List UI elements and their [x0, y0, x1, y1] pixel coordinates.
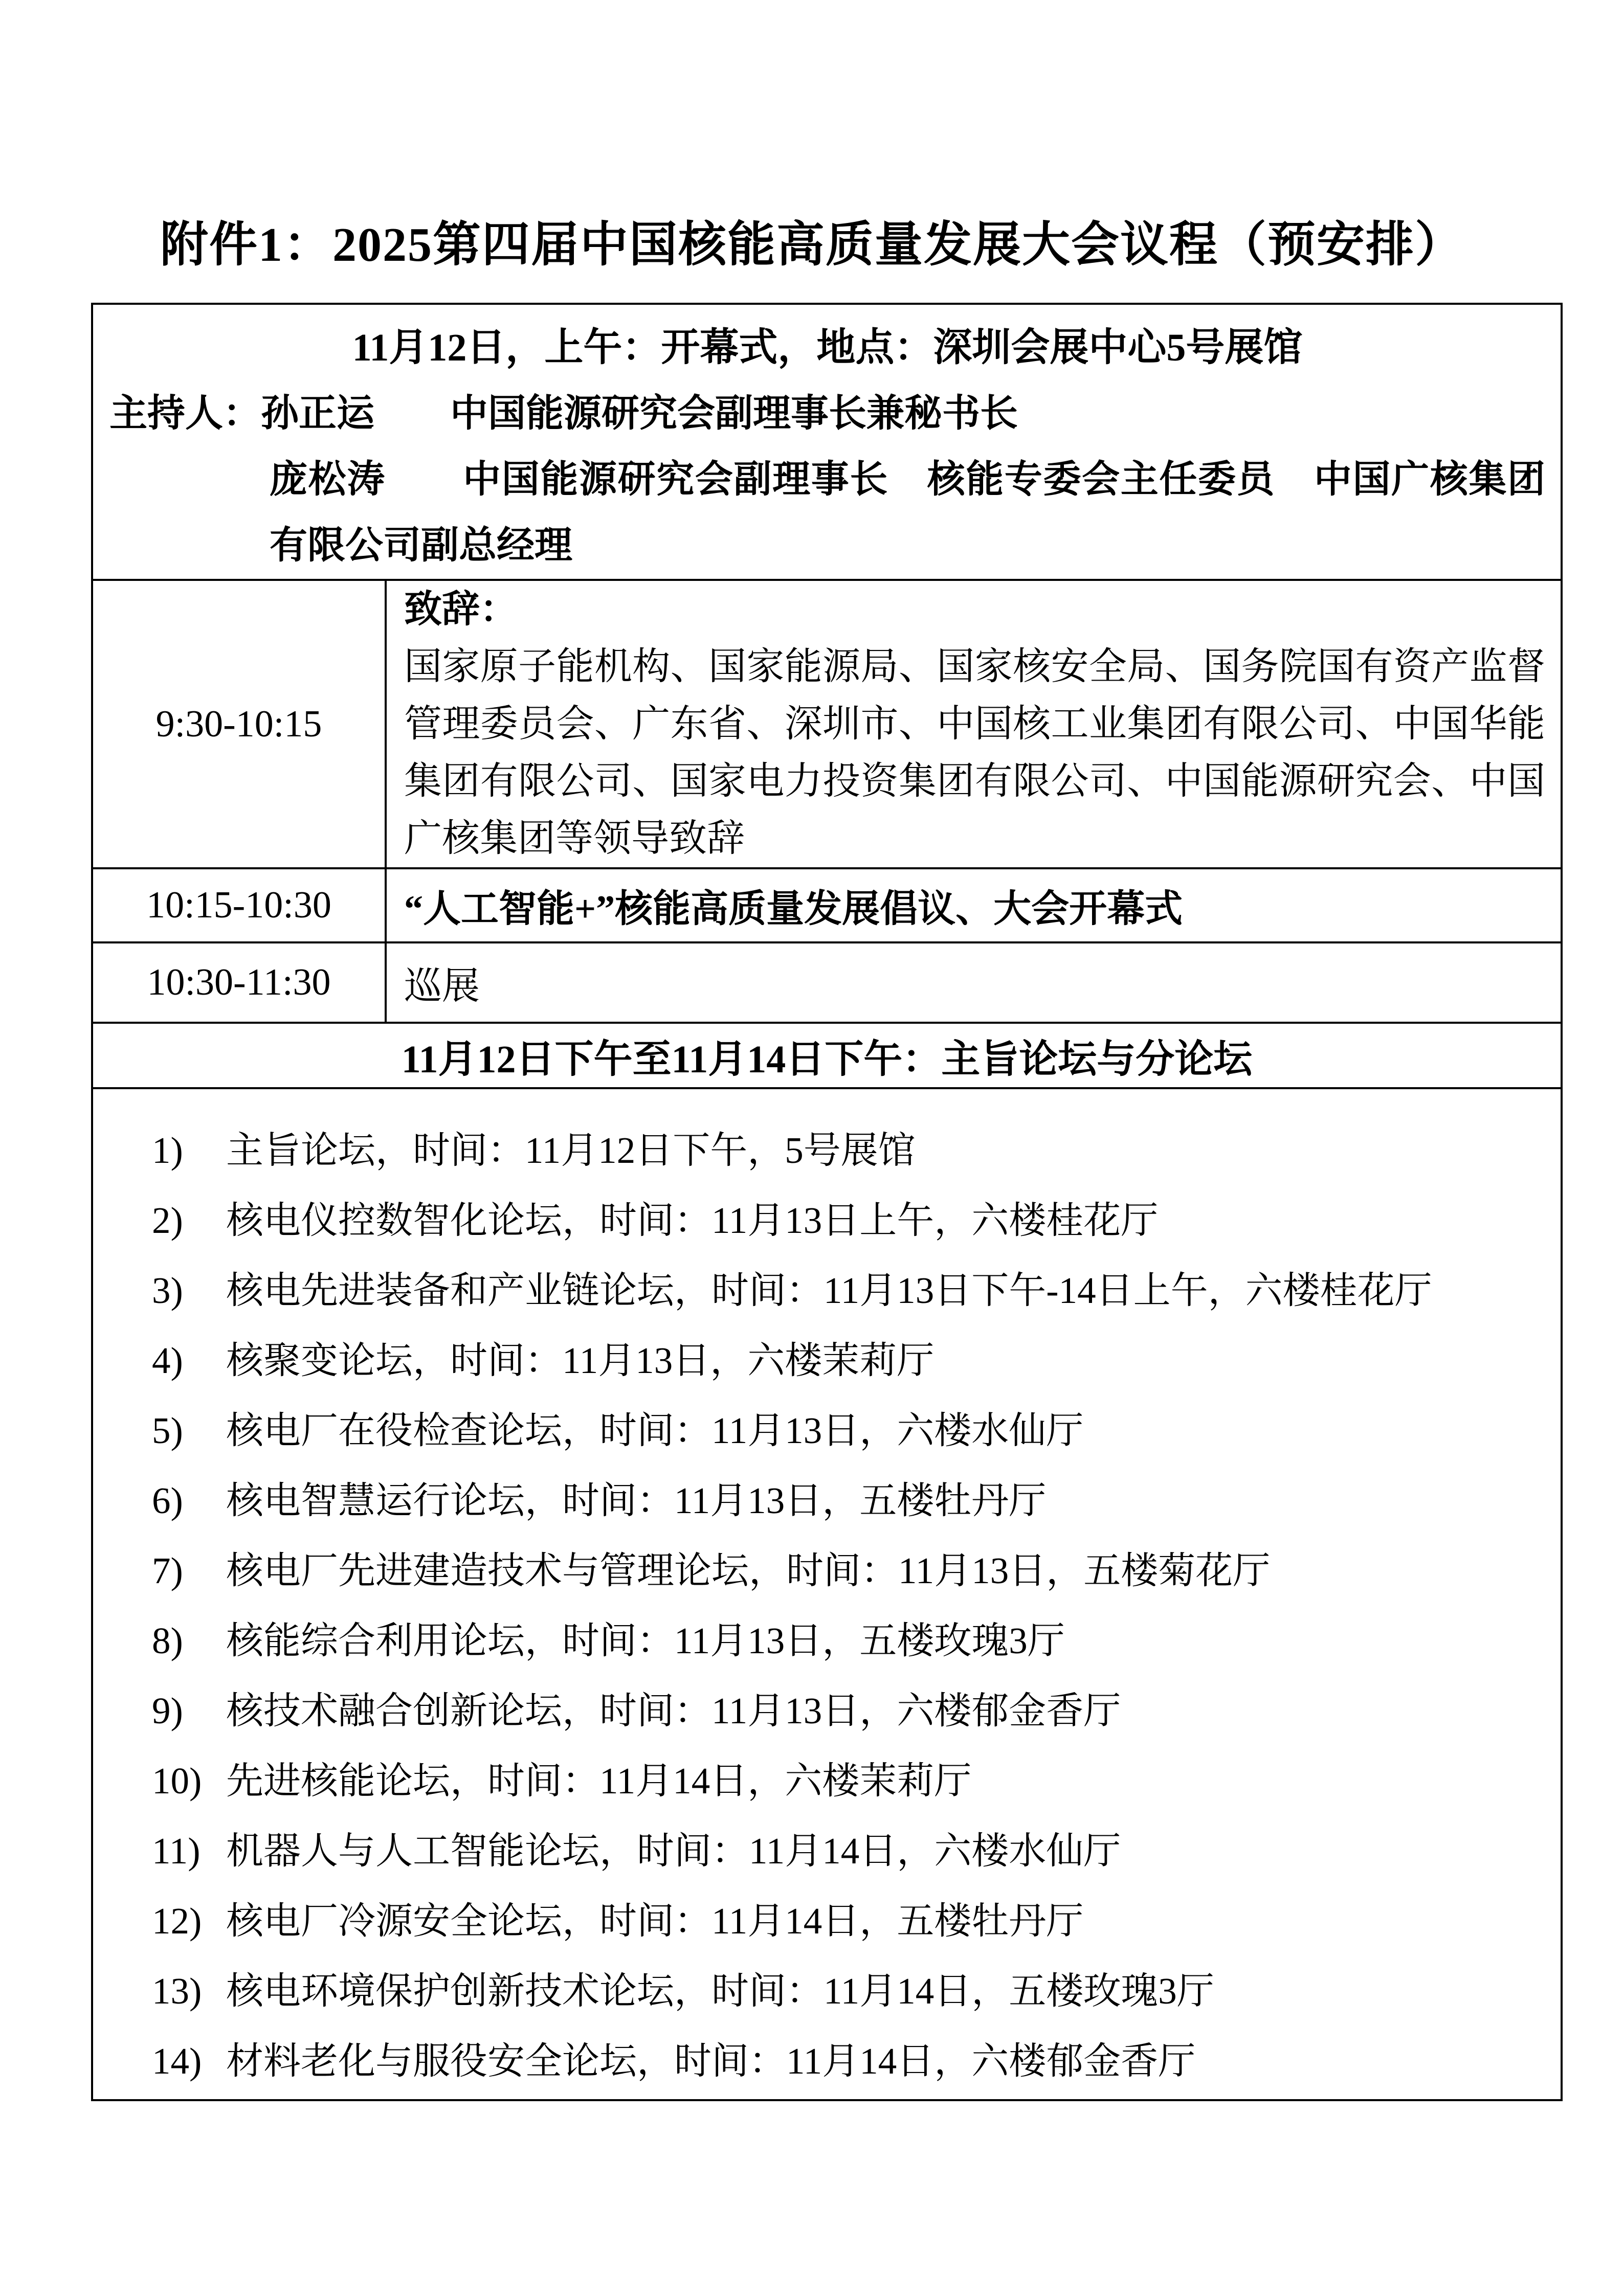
list-item-number: 2): [152, 1199, 183, 1241]
agenda-table: [91, 303, 1563, 2101]
tour-description: 巡展: [386, 942, 1562, 1023]
list-item: [152, 1115, 1545, 1185]
list-item-number: 8): [152, 1619, 183, 1661]
list-item: [152, 1185, 1545, 1255]
list-item: [152, 1956, 1545, 2026]
speech-title: 致辞：: [404, 589, 518, 631]
opening-session-title: 11月12日，上午：开幕式，地点：深圳会展中心5号展馆: [352, 326, 1303, 369]
list-item-number: 7): [152, 1549, 183, 1591]
list-item-text: 核电先进装备和产业链论坛，时间：11月13日下午-14日上午，六楼桂花厅: [226, 1269, 1432, 1311]
list-item-number: 1): [152, 1129, 183, 1171]
forum-list-row: [92, 1088, 1562, 2100]
list-item-text: 核电厂在役检查论坛，时间：11月13日，六楼水仙厅: [226, 1409, 1084, 1451]
speech-description: 国家原子能机构、国家能源局、国家核安全局、国务院国有资产监督管理委员会、广东省、深圳市、中国核工业集团有限公司、中国华能集团有限公司、国家电力投资集团有限公司、中国能源研究会、中国广核集团等领导致辞: [404, 646, 1545, 860]
list-item-text: 核电厂冷源安全论坛，时间：11月14日，五楼牡丹厅: [226, 1900, 1084, 1942]
forum-header-row: [92, 1023, 1562, 1088]
list-item: [152, 1466, 1545, 1536]
list-item-text: 核电厂先进建造技术与管理论坛，时间：11月13日，五楼菊花厅: [226, 1549, 1271, 1591]
list-item-text: 核能综合利用论坛，时间：11月13日，五楼玫瑰3厅: [226, 1619, 1065, 1661]
list-item: [152, 1676, 1545, 1746]
list-item-text: 核聚变论坛，时间：11月13日，六楼茉莉厅: [226, 1339, 935, 1381]
list-item-text: 核电环境保护创新技术论坛，时间：11月14日，五楼玫瑰3厅: [226, 1970, 1214, 2012]
schedule-row-ceremony: [92, 868, 1562, 942]
list-item-text: 核电仪控数智化论坛，时间：11月13日上午，六楼桂花厅: [226, 1199, 1159, 1241]
list-item-number: 12): [152, 1900, 202, 1942]
list-item: [152, 1816, 1545, 1886]
list-item: [152, 2026, 1545, 2096]
list-item: [152, 1325, 1545, 1395]
list-item-text: 机器人与人工智能论坛，时间：11月14日，六楼水仙厅: [226, 1830, 1121, 1872]
list-item-text: 材料老化与服役安全论坛，时间：11月14日，六楼郁金香厅: [226, 2040, 1196, 2082]
ceremony-description: “人工智能+”核能高质量发展倡议、大会开幕式: [386, 868, 1562, 942]
schedule-row-speeches: [92, 580, 1562, 868]
list-item-text: 主旨论坛，时间：11月12日下午，5号展馆: [226, 1129, 916, 1171]
list-item-number: 14): [152, 2040, 202, 2082]
document-title: 附件1：2025第四届中国核能高质量发展大会议程（预安排）: [160, 218, 1464, 272]
time-cell-tour: 10:30-11:30: [92, 942, 386, 1023]
opening-header-row: [92, 304, 1562, 580]
list-item: [152, 1395, 1545, 1466]
list-item: [152, 1606, 1545, 1676]
list-item-number: 6): [152, 1479, 183, 1521]
list-item-number: 5): [152, 1409, 183, 1451]
list-item: [152, 1886, 1545, 1956]
list-item-number: 10): [152, 1760, 202, 1802]
time-cell-speeches: 9:30-10:15: [92, 580, 386, 868]
schedule-row-tour: [92, 942, 1562, 1023]
list-item-text: 先进核能论坛，时间：11月14日，六楼茉莉厅: [226, 1760, 972, 1802]
list-item-number: 9): [152, 1690, 183, 1731]
host-line-1: 主持人：孙正运 中国能源研究会副理事长兼秘书长: [109, 393, 1018, 435]
list-item-text: 核技术融合创新论坛，时间：11月13日，六楼郁金香厅: [226, 1690, 1121, 1731]
host-line-2: 庞松涛 中国能源研究会副理事长 核能专委会主任委员 中国广核集团有限公司副总经理: [270, 459, 1545, 567]
speeches-cell: [386, 580, 1562, 868]
list-item: [152, 1746, 1545, 1816]
list-item-text: 核电智慧运行论坛，时间：11月13日，五楼牡丹厅: [226, 1479, 1047, 1521]
list-item-number: 11): [152, 1830, 201, 1872]
list-item: [152, 1536, 1545, 1606]
forum-list: [92, 1088, 1562, 2100]
list-item: [152, 1255, 1545, 1325]
time-cell-ceremony: 10:15-10:30: [92, 868, 386, 942]
list-item-number: 3): [152, 1269, 183, 1311]
opening-header-cell: [92, 304, 1562, 580]
forum-session-title: 11月12日下午至11月14日下午：主旨论坛与分论坛: [92, 1023, 1562, 1088]
list-item-number: 13): [152, 1970, 202, 2012]
list-item-number: 4): [152, 1339, 183, 1381]
